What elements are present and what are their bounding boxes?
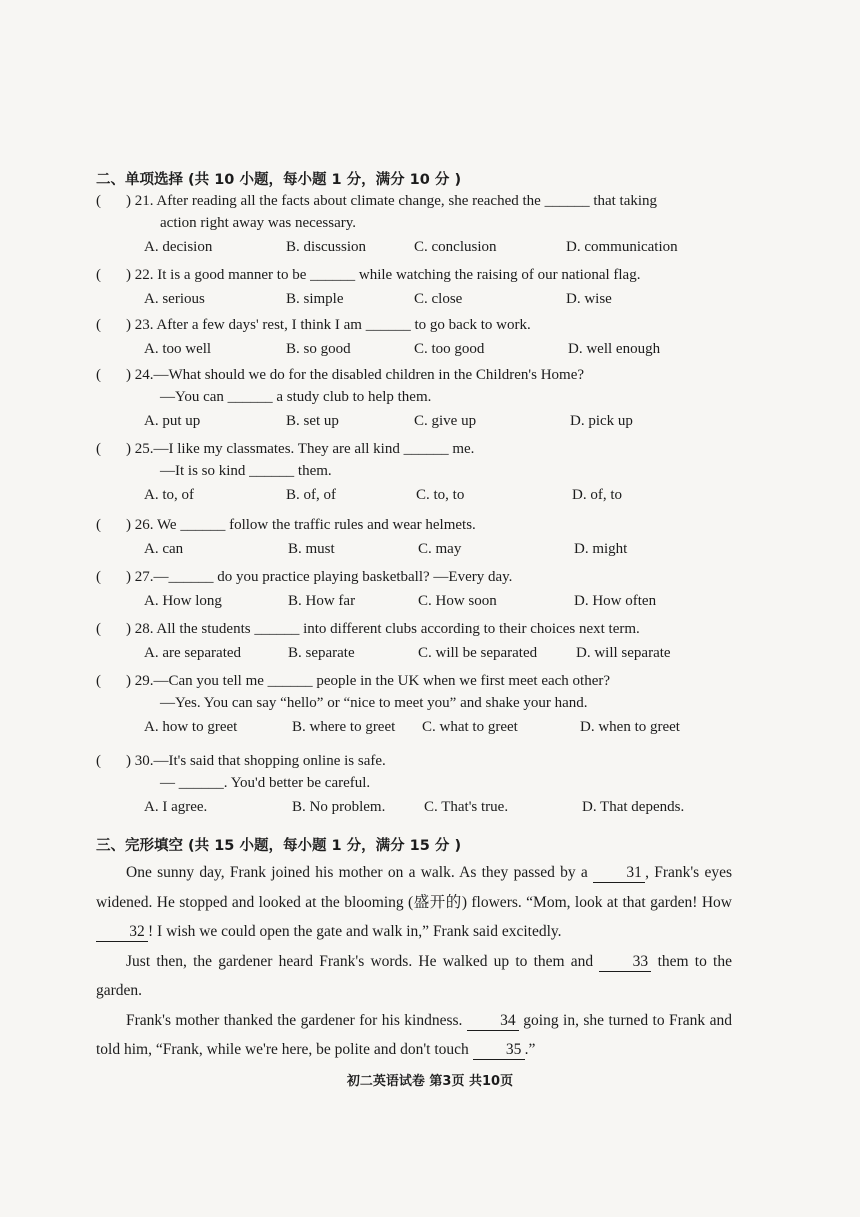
options-row xyxy=(96,484,736,508)
option-b: B. No problem. xyxy=(292,799,386,815)
option-b: B. discussion xyxy=(286,239,367,255)
answer-bracket[interactable]: ( xyxy=(96,753,101,769)
option-c: C. How soon xyxy=(418,593,497,609)
question-continuation xyxy=(96,460,736,482)
cloze-blank-31: 31 xyxy=(593,864,645,883)
question-29 xyxy=(96,670,736,740)
question-stem xyxy=(96,314,736,336)
question-text: 30.—It's said that shopping online is safe. xyxy=(134,753,386,769)
option-b: B. must xyxy=(288,541,335,557)
options-row xyxy=(96,590,736,614)
option-d: D. when to greet xyxy=(580,719,680,735)
option-c: C. conclusion xyxy=(414,239,497,255)
question-stem xyxy=(96,750,736,772)
options-row xyxy=(96,410,736,434)
option-d: D. might xyxy=(574,541,628,557)
option-c: C. what to greet xyxy=(422,719,518,735)
option-c: C. to, to xyxy=(416,487,465,503)
option-a: A. too well xyxy=(144,341,212,357)
answer-bracket[interactable]: ( xyxy=(96,193,101,209)
option-a: A. I agree. xyxy=(144,799,208,815)
passage-paragraph xyxy=(96,858,732,947)
option-a: A. decision xyxy=(144,239,213,255)
question-stem xyxy=(96,190,736,212)
question-text: 29.—Can you tell me ______ people in the UK when we first meet each other? xyxy=(134,673,611,689)
section-2-title: 二、单项选择 (共 10 小题，每小题 1 分，满分 10 分 ) xyxy=(96,172,462,188)
question-text: 28. All the students ______ into different clubs according to their choices next term. xyxy=(134,621,640,637)
passage-text: One sunny day, Frank joined his mother on a walk. As they passed by a xyxy=(126,864,594,881)
answer-bracket-close: ) xyxy=(126,367,135,383)
question-stem xyxy=(96,264,736,286)
option-d: D. of, to xyxy=(572,487,622,503)
answer-bracket[interactable]: ( xyxy=(96,517,101,533)
passage-paragraph xyxy=(96,1006,732,1065)
options-row xyxy=(96,642,736,666)
question-24 xyxy=(96,364,736,434)
question-text: 23. After a few days' rest, I think I am ______ to go back to work. xyxy=(134,317,531,333)
passage-text: Just then, the gardener heard Frank's words. He walked up to them and xyxy=(126,952,600,970)
question-text: 27.—______ do you practice playing basketball? —Every day. xyxy=(134,569,513,585)
answer-bracket-close: ) xyxy=(126,673,135,689)
answer-bracket-close: ) xyxy=(126,441,135,457)
question-30 xyxy=(96,750,736,820)
option-b: B. separate xyxy=(288,645,355,661)
passage-text: going in, she turned to Frank and told him, “Frank, while we're here, be polite and don't touch xyxy=(96,1011,732,1058)
option-a: A. to, of xyxy=(144,487,194,503)
passage-text: them to the garden. xyxy=(96,952,732,999)
question-stem xyxy=(96,364,736,386)
answer-bracket-close: ) xyxy=(126,517,135,533)
option-d: D. How often xyxy=(574,593,657,609)
question-text: —Yes. You can say “hello” or “nice to meet you” and shake your hand. xyxy=(160,695,588,711)
option-c: C. That's true. xyxy=(424,799,509,815)
answer-bracket-close: ) xyxy=(126,267,135,283)
option-d: D. communication xyxy=(566,239,678,255)
cloze-passage xyxy=(96,858,732,1065)
answer-bracket-close: ) xyxy=(126,621,135,637)
question-continuation xyxy=(96,386,736,408)
option-b: B. set up xyxy=(286,413,339,429)
question-text: —It is so kind ______ them. xyxy=(160,463,332,479)
question-22 xyxy=(96,264,736,312)
question-stem xyxy=(96,618,736,640)
answer-bracket[interactable]: ( xyxy=(96,267,101,283)
question-stem xyxy=(96,514,736,536)
question-text: 22. It is a good manner to be ______ while watching the raising of our national flag. xyxy=(134,267,641,283)
option-a: A. can xyxy=(144,541,184,557)
answer-bracket-close: ) xyxy=(126,753,135,769)
question-23 xyxy=(96,314,736,362)
question-26 xyxy=(96,514,736,562)
question-text: — ______. You'd better be careful. xyxy=(160,775,371,791)
passage-paragraph xyxy=(96,947,732,1006)
option-d: D. well enough xyxy=(568,341,661,357)
cloze-blank-35: 35 xyxy=(473,1041,525,1060)
answer-bracket-close: ) xyxy=(126,317,135,333)
answer-bracket[interactable]: ( xyxy=(96,367,101,383)
answer-bracket-close: ) xyxy=(126,569,135,585)
cloze-blank-32: 32 xyxy=(96,923,148,942)
option-b: B. so good xyxy=(286,341,351,357)
option-c: C. give up xyxy=(414,413,477,429)
option-b: B. where to greet xyxy=(292,719,396,735)
question-continuation xyxy=(96,692,736,714)
option-b: B. How far xyxy=(288,593,356,609)
answer-bracket[interactable]: ( xyxy=(96,673,101,689)
passage-text: .” xyxy=(524,1041,536,1058)
option-d: D. pick up xyxy=(570,413,633,429)
option-a: A. are separated xyxy=(144,645,242,661)
question-text: 25.—I like my classmates. They are all kind ______ me. xyxy=(134,441,475,457)
option-b: B. of, of xyxy=(286,487,336,503)
option-a: A. How long xyxy=(144,593,222,609)
options-row xyxy=(96,796,736,820)
options-row xyxy=(96,236,736,260)
question-25 xyxy=(96,438,736,508)
question-text: action right away was necessary. xyxy=(160,215,357,231)
option-d: D. wise xyxy=(566,291,612,307)
question-continuation xyxy=(96,212,736,234)
option-a: A. serious xyxy=(144,291,205,307)
answer-bracket-close: ) xyxy=(126,193,135,209)
question-21 xyxy=(96,190,736,260)
question-text: —You can ______ a study club to help them. xyxy=(160,389,432,405)
option-c: C. too good xyxy=(414,341,485,357)
options-row xyxy=(96,288,736,312)
question-27 xyxy=(96,566,736,614)
option-c: C. close xyxy=(414,291,463,307)
passage-text: , Frank's eyes widened. He stopped and looked at the blooming (盛开的) flowers. “Mom, look at that garden! How xyxy=(96,864,732,911)
question-text: 21. After reading all the facts about climate change, she reached the ______ that taking xyxy=(134,193,658,209)
answer-bracket[interactable]: ( xyxy=(96,441,101,457)
question-text: 26. We ______ follow the traffic rules and wear helmets. xyxy=(134,517,476,533)
answer-bracket[interactable]: ( xyxy=(96,317,101,333)
option-d: D. That depends. xyxy=(582,799,685,815)
question-text: 24.—What should we do for the disabled children in the Children's Home? xyxy=(134,367,585,383)
question-stem xyxy=(96,670,736,692)
passage-text: Frank's mother thanked the gardener for his kindness. xyxy=(126,1011,467,1029)
option-b: B. simple xyxy=(286,291,344,307)
answer-bracket[interactable]: ( xyxy=(96,621,101,637)
cloze-blank-34: 34 xyxy=(467,1012,519,1031)
cloze-blank-33: 33 xyxy=(599,953,651,972)
options-row xyxy=(96,338,736,362)
question-28 xyxy=(96,618,736,666)
question-stem xyxy=(96,566,736,588)
options-row xyxy=(96,716,736,740)
section-3-title: 三、完形填空 (共 15 小题，每小题 1 分，满分 15 分 ) xyxy=(96,838,462,854)
option-a: A. put up xyxy=(144,413,201,429)
option-c: C. may xyxy=(418,541,462,557)
option-d: D. will separate xyxy=(576,645,671,661)
passage-text: ! I wish we could open the gate and walk in,” Frank said excitedly. xyxy=(148,923,562,940)
answer-bracket[interactable]: ( xyxy=(96,569,101,585)
options-row xyxy=(96,538,736,562)
page-footer: 初二英语试卷 第3页 共10页 xyxy=(346,1074,514,1089)
option-c: C. will be separated xyxy=(418,645,538,661)
option-a: A. how to greet xyxy=(144,719,238,735)
question-continuation xyxy=(96,772,736,794)
question-stem xyxy=(96,438,736,460)
